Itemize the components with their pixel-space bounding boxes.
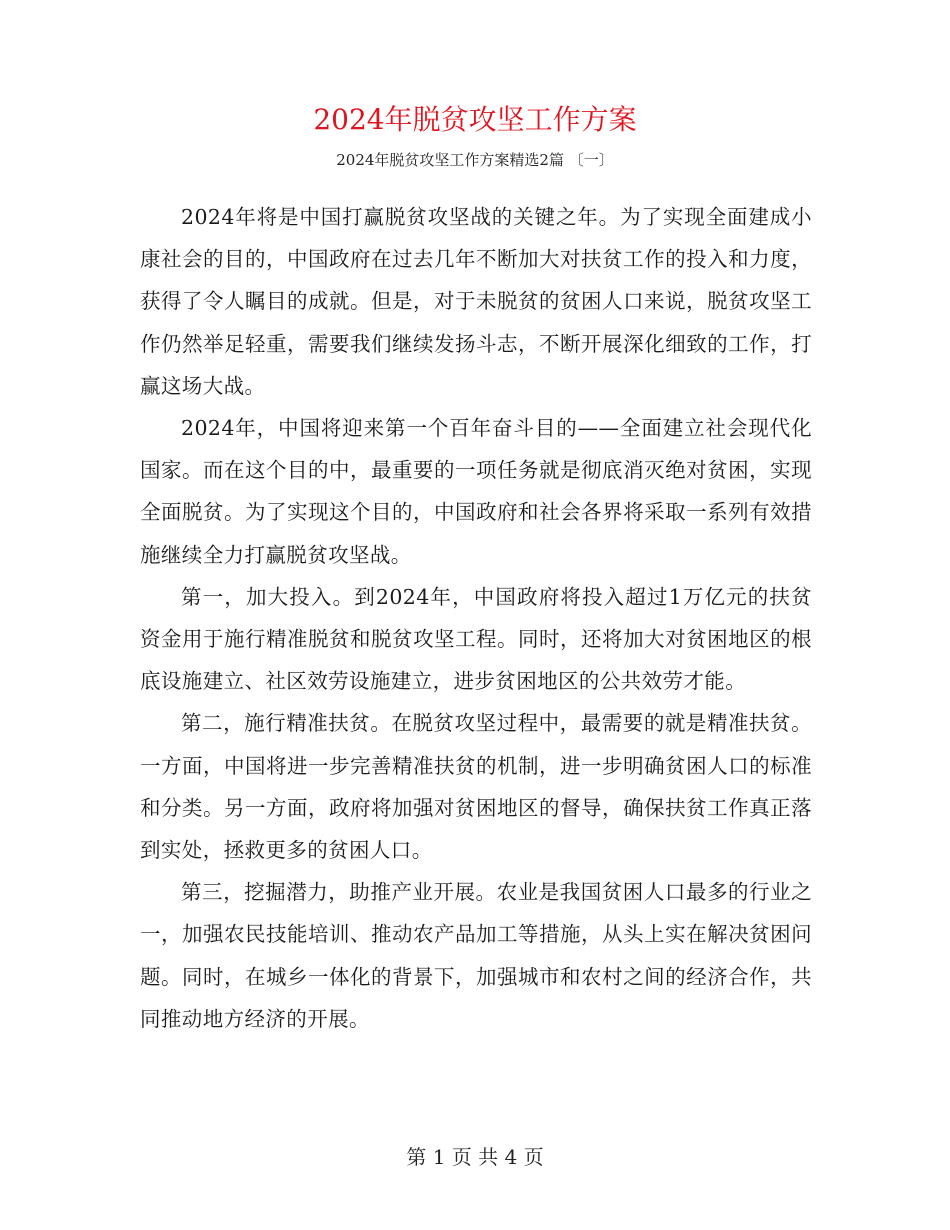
paragraph: 第二，施行精准扶贫。在脱贫攻坚过程中，最需要的就是精准扶贫。一方面，中国将进一步完善精准扶贫的机制，进一步明确贫困人口的标准和分类。另一方面，政府将加强对贫困地区的督导，确保扶贫工作真正落到实处，拯救更多的贫困人口。	[140, 711, 812, 863]
document-title: 2024年脱贫攻坚工作方案	[313, 103, 637, 136]
paragraph: 2024年，中国将迎来第一个百年奋斗目的——全面建立社会现代化国家。而在这个目的中，最重要的一项任务就是彻底消灭绝对贫困，实现全面脱贫。为了实现这个目的，中国政府和社会各界将采取一系列有效措施继续全力打赢脱贫攻坚战。	[140, 416, 812, 567]
paragraph: 第三，挖掘潜力，助推产业开展。农业是我国贫困人口最多的行业之一，加强农民技能培训、推动农产品加工等措施，从头上实在解决贫困问题。同时，在城乡一体化的背景下，加强城市和农村之间的经济合作，共同推动地方经济的开展。	[140, 880, 812, 1031]
paragraph: 2024年将是中国打赢脱贫攻坚战的关键之年。为了实现全面建成小康社会的目的，中国政府在过去几年不断加大对扶贫工作的投入和力度，获得了令人瞩目的成就。但是，对于未脱贫的贫困人口来说，脱贫攻坚工作仍然举足轻重，需要我们继续发扬斗志，不断开展深化细致的工作，打赢这场大战。	[140, 205, 812, 398]
document-subtitle: 2024年脱贫攻坚工作方案精选2篇 〔一〕	[336, 151, 614, 169]
paragraph: 第一，加大投入。到2024年，中国政府将投入超过1万亿元的扶贫资金用于施行精准脱贫和脱贫攻坚工程。同时，还将加大对贫困地区的根底设施建立、社区效劳设施建立，进步贫困地区的公共效劳才能。	[140, 584, 812, 694]
page-number: 第 1 页 共 4 页	[406, 1145, 544, 1169]
document-body	[140, 196, 812, 1040]
